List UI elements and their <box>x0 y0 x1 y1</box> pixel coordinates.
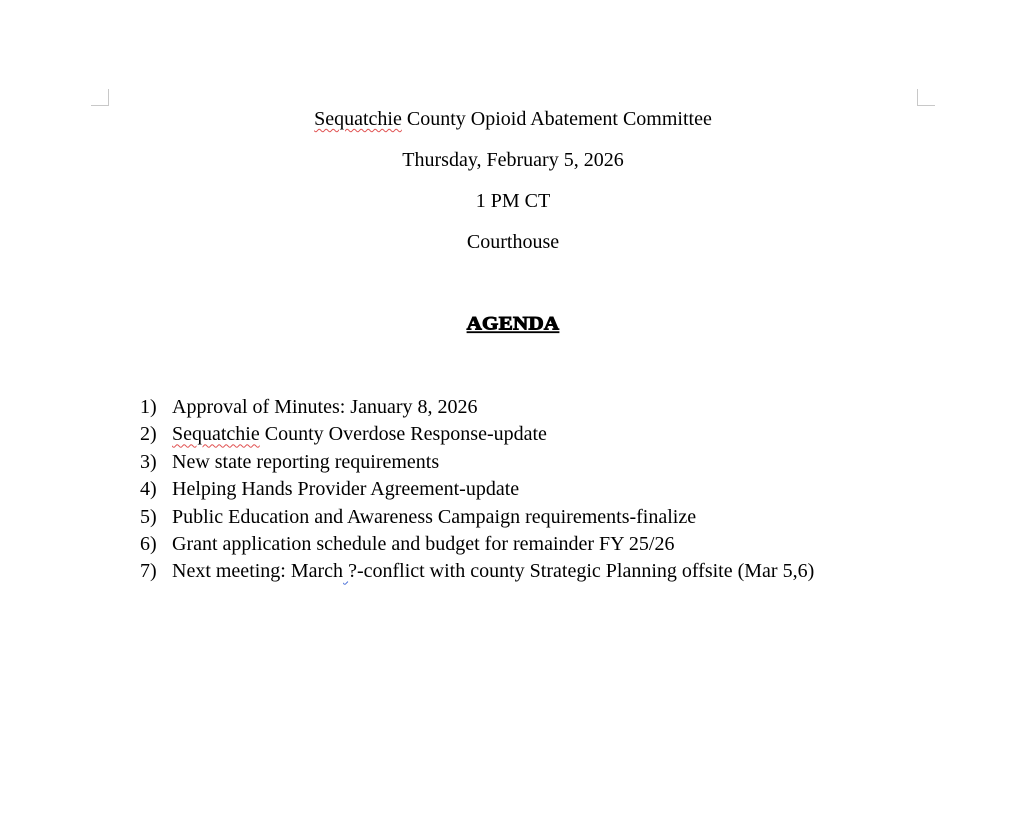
agenda-item-text: Grant application schedule and budget for remainder FY 25/26 <box>172 532 675 555</box>
agenda-item-number: 3) <box>140 450 157 473</box>
agenda-item-text: Public Education and Awareness Campaign requirements-finalize <box>172 505 697 528</box>
agenda-item-number: 7) <box>140 560 157 583</box>
agenda-item-text: Helping Hands Provider Agreement-update <box>172 478 520 501</box>
agenda-item-text <box>172 559 814 583</box>
agenda-item-text-rest: County Overdose Response-update <box>259 423 547 446</box>
spellcheck-flagged-word[interactable]: Sequatchie <box>172 423 260 446</box>
meeting-date: Thursday, February 5, 2026 <box>402 149 624 171</box>
spellcheck-flagged-word[interactable]: Sequatchie <box>314 108 402 130</box>
agenda-item-text-part2: ?-conflict with county Strategic Planning offsite (Mar 5,6) <box>348 560 815 583</box>
agenda-item-text: New state reporting requirements <box>172 450 440 473</box>
meeting-location: Courthouse <box>466 231 560 253</box>
agenda-item-text-part1: Next meeting: March <box>172 560 344 583</box>
agenda-list <box>140 395 814 587</box>
top-right-margin-mark <box>917 89 935 106</box>
agenda-item-number: 1) <box>140 396 157 418</box>
top-left-margin-mark <box>91 89 109 106</box>
agenda-item <box>140 477 814 504</box>
agenda-item <box>140 559 814 586</box>
agenda-item <box>140 422 814 449</box>
agenda-item-number: 5) <box>140 505 157 528</box>
agenda-item-text: Approval of Minutes: January 8, 2026 <box>172 396 478 418</box>
agenda-item-number: 4) <box>140 478 157 501</box>
agenda-item-number: 6) <box>140 532 157 555</box>
agenda-heading: AGENDA <box>466 311 560 335</box>
meeting-time: 1 PM CT <box>475 190 551 212</box>
agenda-item <box>140 532 814 559</box>
agenda-item <box>140 505 814 532</box>
committee-name-rest: County Opioid Abatement Committee <box>401 108 712 130</box>
committee-name <box>0 107 1024 131</box>
agenda-item <box>140 395 814 422</box>
agenda-item-text <box>172 422 547 446</box>
agenda-item-number: 2) <box>140 423 157 446</box>
agenda-item <box>140 450 814 477</box>
